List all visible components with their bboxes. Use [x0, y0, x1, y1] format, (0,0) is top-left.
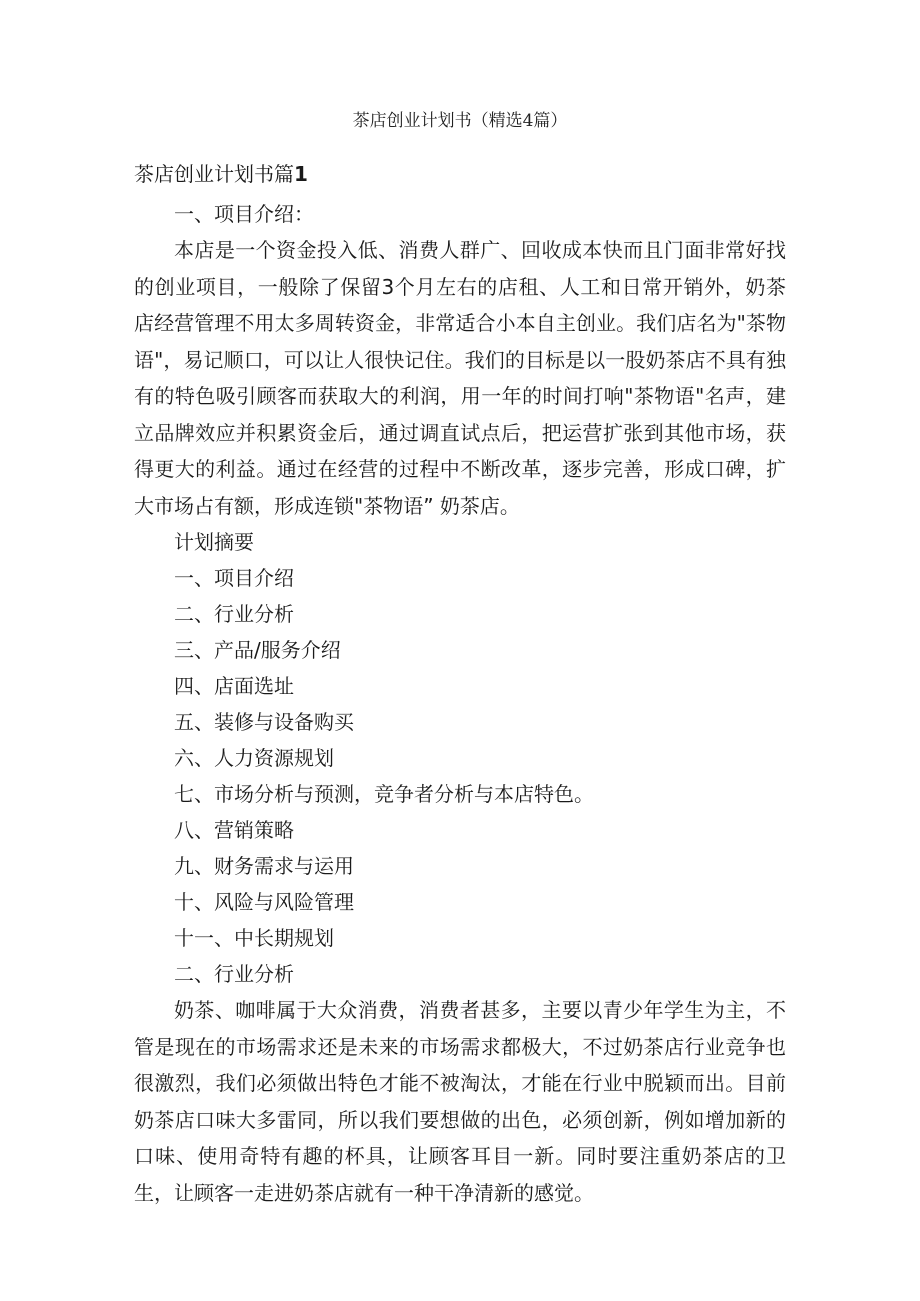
- summary-item: 一、项目介绍: [174, 566, 294, 590]
- section-heading: [134, 160, 308, 188]
- section-heading-prefix: 茶店创业计划书篇: [134, 162, 294, 186]
- summary-item: 十一、中长期规划: [174, 926, 334, 950]
- industry-heading: 二、行业分析: [174, 962, 294, 986]
- industry-paragraph: 奶茶、咖啡属于大众消费，消费者甚多，主要以青少年学生为主，不管是现在的市场需求还是未来的市场需求都极大，不过奶茶店行业竞争也很激烈，我们必须做出特色才能不被淘汰，才能在行业中脱颖而出。目前奶茶店口味大多雷同，所以我们要想做的出色，必须创新，例如增加新的口味、使用奇特有趣的杯具，让顾客耳目一新。同时要注重奶茶店的卫生，让顾客一走进奶茶店就有一种干净清新的感觉。: [134, 998, 786, 1205]
- summary-item: 十、风险与风险管理: [174, 890, 354, 914]
- summary-heading: 计划摘要: [174, 530, 254, 554]
- summary-item: 五、装修与设备购买: [174, 710, 354, 734]
- summary-item: 三、产品/服务介绍: [174, 638, 341, 662]
- summary-item: 九、财务需求与运用: [174, 854, 354, 878]
- intro-heading: 一、项目介绍：: [174, 202, 314, 226]
- section-heading-number: 1: [294, 162, 308, 186]
- summary-item: 八、营销策略: [174, 818, 294, 842]
- summary-item: 四、店面选址: [174, 674, 294, 698]
- summary-item: 二、行业分析: [174, 602, 294, 626]
- summary-item: 七、市场分析与预测，竞争者分析与本店特色。: [174, 782, 594, 806]
- intro-paragraph: 本店是一个资金投入低、消费人群广、回收成本快而且门面非常好找的创业项目，一般除了保留3个月左右的店租、人工和日常开销外，奶茶店经营管理不用太多周转资金，非常适合小本自主创业。我们店名为"茶物语"，易记顺口，可以让人很快记住。我们的目标是以一股奶茶店不具有独有的特色吸引顾客而获取大的利润，用一年的时间打响"茶物语"名声，建立品牌效应并积累资金后，通过调直试点后，把运营扩张到其他市场，获得更大的利益。通过在经营的过程中不断改革，逐步完善，形成口碑，扩大市场占有额，形成连锁"茶物语” 奶茶店。: [134, 238, 786, 518]
- document-body: [134, 196, 786, 1211]
- summary-item: 六、人力资源规划: [174, 746, 334, 770]
- document-title: 茶店创业计划书（精选4篇）: [352, 111, 568, 131]
